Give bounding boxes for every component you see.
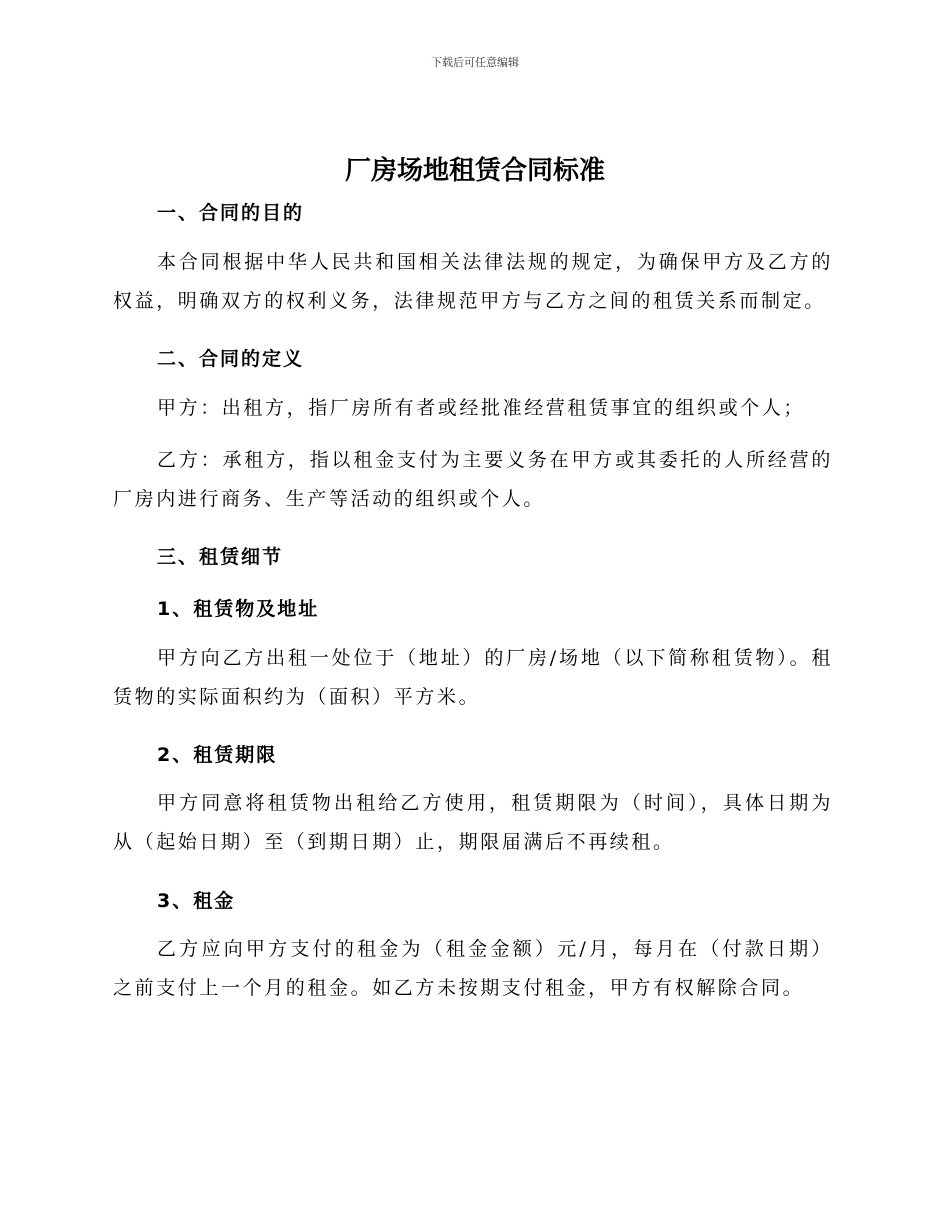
paragraph-party-b: 乙方：承租方，指以租金支付为主要义务在甲方或其委托的人所经营的厂房内进行商务、生产等活动的组织或个人。 — [113, 449, 833, 510]
paragraph-purpose: 本合同根据中华人民共和国相关法律法规的规定，为确保甲方及乙方的权益，明确双方的权利义务，法律规范甲方与乙方之间的租赁关系而制定。 — [113, 251, 833, 312]
paragraph-rent: 乙方应向甲方支付的租金为（租金金额）元/月，每月在（付款日期）之前支付上一个月的租金。如乙方未按期支付租金，甲方有权解除合同。 — [113, 938, 833, 999]
paragraph-party-a: 甲方：出租方，指厂房所有者或经批准经营租赁事宜的组织或个人； — [157, 397, 806, 419]
header-note: 下载后可任意编辑 — [431, 56, 519, 69]
subsection-heading-premises: 1、租赁物及地址 — [157, 598, 320, 620]
section-heading-lease-details: 三、租赁细节 — [157, 546, 284, 568]
section-heading-definitions: 二、合同的定义 — [157, 348, 305, 370]
subsection-heading-rent: 3、租金 — [157, 890, 236, 912]
subsection-heading-term: 2、租赁期限 — [157, 744, 278, 766]
paragraph-premises: 甲方向乙方出租一处位于（地址）的厂房/场地（以下简称租赁物）。租赁物的实际面积约为（面积）平方米。 — [113, 647, 833, 708]
document-title: 厂房场地租赁合同标准 — [344, 156, 605, 186]
section-heading-purpose: 一、合同的目的 — [157, 202, 305, 224]
paragraph-term: 甲方同意将租赁物出租给乙方使用，租赁期限为（时间），具体日期为从（起始日期）至（到期日期）止，期限届满后不再续租。 — [113, 792, 833, 853]
